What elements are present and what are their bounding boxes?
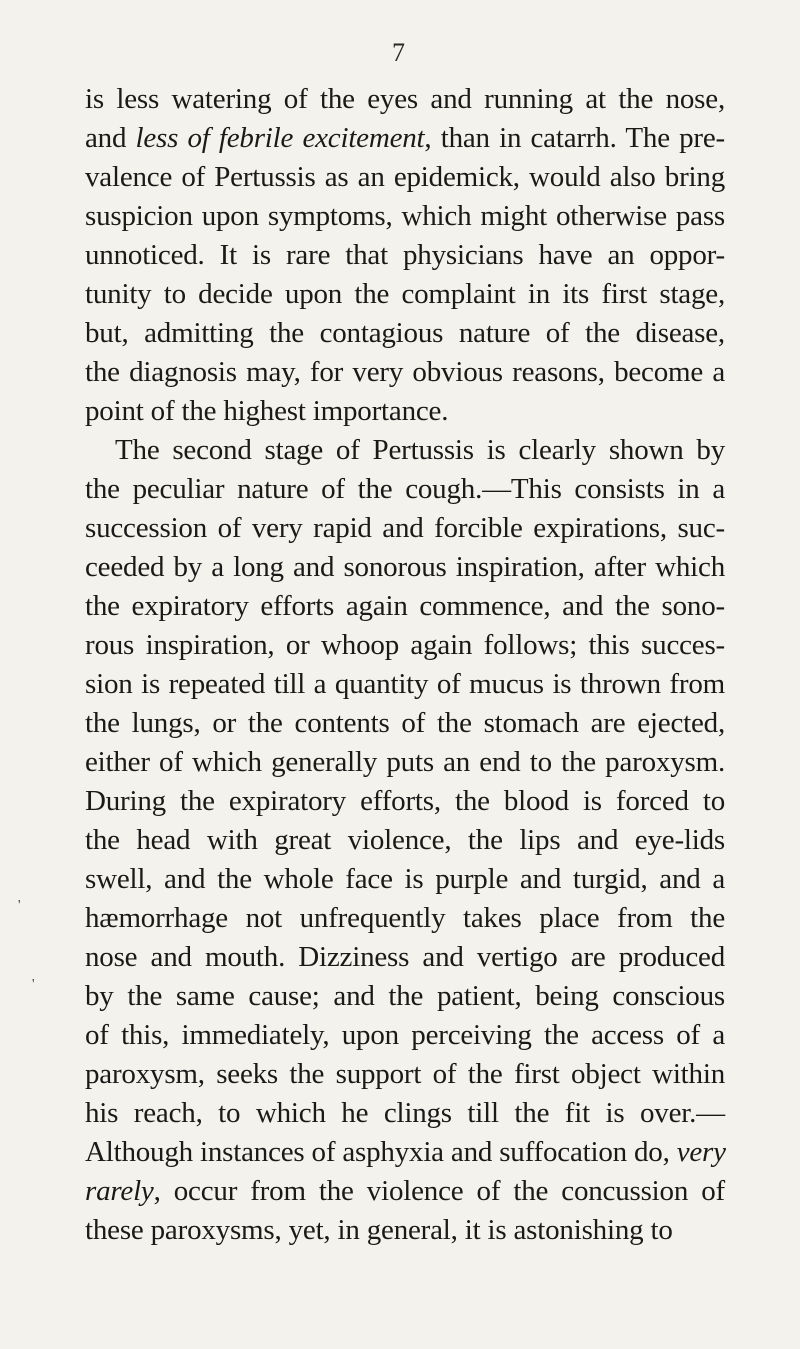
text-line: is less watering of the eyes and running at the nose, bbox=[85, 83, 725, 115]
text-line: paroxysm, seeks the support of the first object within bbox=[85, 1058, 725, 1090]
text-line: either of which generally puts an end to the paroxysm. bbox=[85, 746, 725, 778]
text-line: succession of very rapid and forcible expirations, suc- bbox=[85, 512, 725, 544]
text-line: During the expiratory efforts, the blood is forced to bbox=[85, 785, 725, 817]
text-line: swell, and the whole face is purple and turgid, and a bbox=[85, 863, 725, 895]
text-line: tunity to decide upon the complaint in its first stage, bbox=[85, 278, 725, 310]
text-line: unnoticed. It is rare that physicians have an oppor- bbox=[85, 239, 725, 271]
text-line: the diagnosis may, for very obvious reasons, become a bbox=[85, 356, 725, 388]
text-line: his reach, to which he clings till the fit is over.— bbox=[85, 1097, 725, 1129]
text-line: rous inspiration, or whoop again follows; this succes- bbox=[85, 629, 725, 661]
italic-text: rarely bbox=[85, 1175, 154, 1207]
italic-text: very bbox=[676, 1136, 726, 1168]
text-line: the expiratory efforts again commence, and the sono- bbox=[85, 590, 725, 622]
text-line: by the same cause; and the patient, being conscious bbox=[85, 980, 725, 1012]
text-line: sion is repeated till a quantity of mucus is thrown from bbox=[85, 668, 725, 700]
text-line: these paroxysms, yet, in general, it is astonishing to bbox=[85, 1214, 673, 1246]
text-line: the peculiar nature of the cough.—This consists in a bbox=[85, 473, 725, 505]
text-line: and less of febrile excitement, than in catarrh. The pre- bbox=[85, 122, 725, 154]
text-line: suspicion upon symptoms, which might otherwise pass bbox=[85, 200, 725, 232]
body-text bbox=[85, 80, 725, 1250]
text-line: of this, immediately, upon perceiving the access of a bbox=[85, 1019, 725, 1051]
text-line: rarely, occur from the violence of the concussion of bbox=[85, 1175, 725, 1207]
text-line: nose and mouth. Dizziness and vertigo are produced bbox=[85, 941, 725, 973]
text-line: the head with great violence, the lips and eye-lids bbox=[85, 824, 725, 856]
text-line: ceeded by a long and sonorous inspiration, after which bbox=[85, 551, 725, 583]
text-line: point of the highest importance. bbox=[85, 395, 449, 427]
margin-tick-mark: ' bbox=[18, 898, 21, 913]
margin-tick-mark: ' bbox=[32, 977, 35, 992]
text-line: but, admitting the contagious nature of the disease, bbox=[85, 317, 725, 349]
text-line: the lungs, or the contents of the stomach are ejected, bbox=[85, 707, 725, 739]
text-line: Although instances of asphyxia and suffocation do, very bbox=[85, 1136, 726, 1168]
page-number: 7 bbox=[392, 38, 405, 67]
text-line: valence of Pertussis as an epidemick, would also bring bbox=[85, 161, 725, 193]
italic-text: less of febrile excitement bbox=[135, 122, 425, 154]
text-line: The second stage of Pertussis is clearly shown by bbox=[115, 434, 725, 466]
text-line: hæmorrhage not unfrequently takes place from the bbox=[85, 902, 725, 934]
